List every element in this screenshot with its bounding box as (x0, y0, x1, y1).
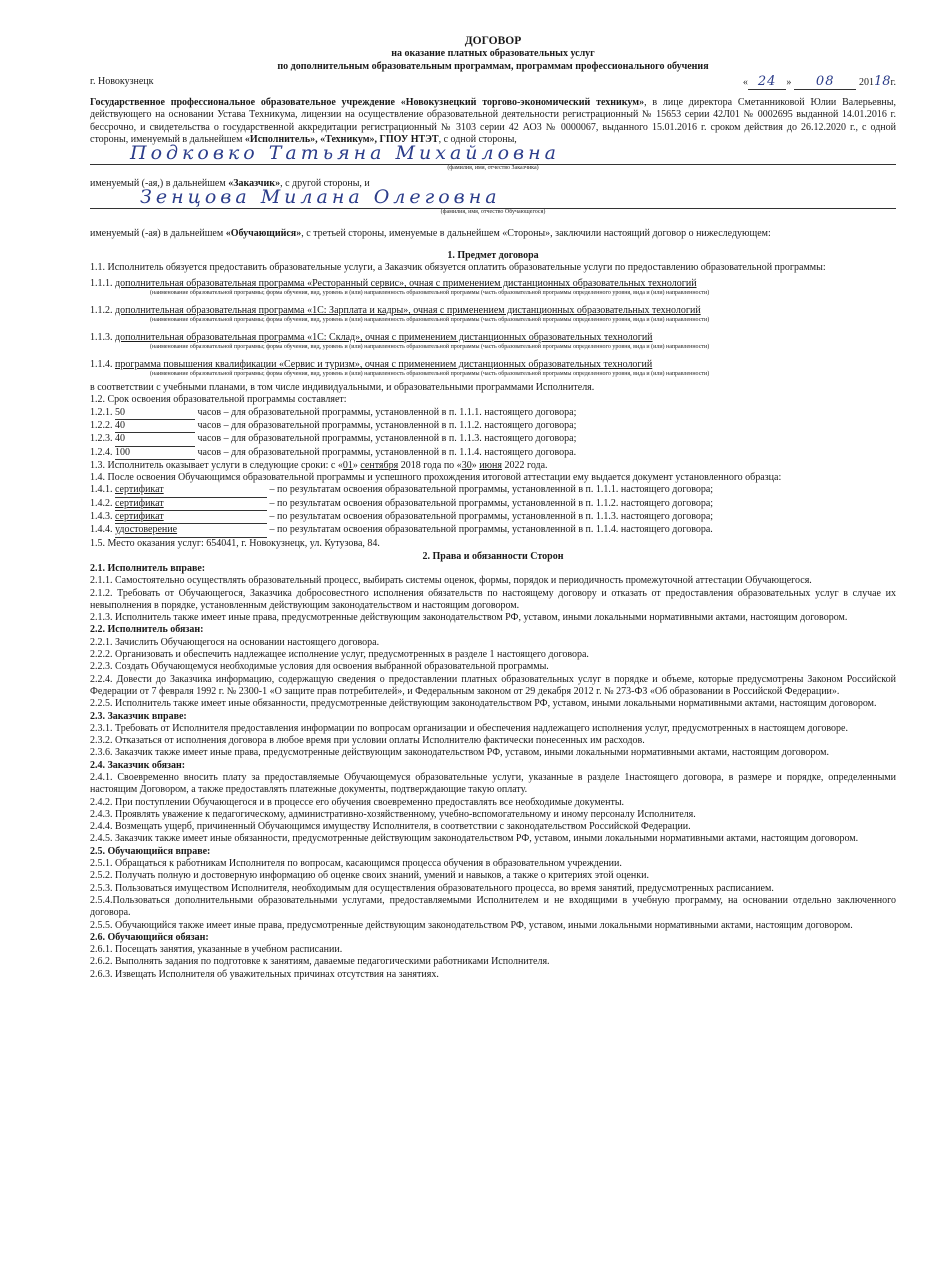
hours-num: 1.2.4. (90, 446, 113, 458)
accord-text: в соответствии с учебными планами, в том числе индивидуальными, и образовательными программами Исполнителя. (90, 382, 595, 394)
student-short: «Обучающийся» (225, 228, 302, 240)
date-prefix: 201 (858, 77, 874, 88)
hours-list (90, 407, 896, 460)
document-type: сертификат (115, 484, 267, 497)
clause-2-4-1: 2.4.1. Своевременно вносить плату за предоставляемые Обучающемуся образовательные услуги, указанные в разделе 1настоящего договора, в размере и порядке, определенными настоящим Договором, а также предоставлять платежные документы, подтверждающие такую оплату. (90, 771, 896, 796)
date-year: 18 (873, 74, 891, 89)
hours-item (90, 420, 896, 433)
student-name-field (90, 186, 896, 209)
clause-2-1-1: 2.1.1. Самостоятельно осуществлять образовательный процесс, выбирать системы оценок, формы, порядок и периодичность промежуточной аттестации Обучающегося. (90, 575, 812, 587)
hours-value: 50 (115, 407, 195, 420)
program-item (90, 332, 896, 351)
customer-caption: (фамилия, имя, отчество Заказчика) (447, 165, 539, 172)
document-num: 1.4.1. (90, 484, 113, 496)
document-type: удостоверение (115, 524, 267, 537)
document-text: – по результатам освоения образовательной программы, установленной в п. 1.1.1. настоящего договора; (269, 484, 714, 496)
clause-2-5-3: 2.5.3. Пользоваться имуществом Исполнителя, необходимым для осуществления образовательного процесса, во время занятий, предусмотренных расписанием. (90, 882, 774, 894)
student-caption: (фамилия, имя, отчество Обучающегося) (440, 209, 546, 216)
term-end-month: июня (479, 459, 502, 471)
hours-value: 40 (115, 420, 195, 433)
clause-2-3-6: 2.3.6. Заказчик также имеет иные права, предусмотренные действующим законодательством РФ, уставом, иными локальными нормативными актами, настоящим договором. (90, 747, 829, 759)
clause-1-4: 1.4. После освоения Обучающимся образовательной программы и успешного прохождения итоговой аттестации ему выдается документ установленного образца: (90, 472, 782, 484)
executor-name: Государственное профессиональное образовательное учреждение «Новокузнецкий торгово-экономический техникум» (90, 97, 645, 108)
hours-text: часов – для образовательной программы, установленной в п. 1.1.2. настоящего договора; (197, 419, 577, 431)
clause-2-3-1: 2.3.1. Требовать от Исполнителя предоставления информации по вопросам организации и обеспечения надлежащего исполнения услуг, предусмотренных в настоящем договоре. (90, 722, 848, 734)
city-date-row (90, 75, 896, 89)
document-text: – по результатам освоения образовательной программы, установленной в п. 1.1.3. настоящего договора; (269, 511, 714, 523)
documents-list (90, 484, 896, 537)
executor-details: , в лице директора Сметанниковой Юлии Валерьевны, действующего на основании Устава Техникума, лицензии на осуществление образовательной деятельности регистрационный № 15653 серии 42Л01 № 0002695 выданной 14.01.2016 г. бессрочно, и свидетельства о государственной аккредитации регистрационный № 3103 серии 42 АО3 № 0000067, выданного 15.01.2016 г. сроком действия до 26.12.2020 г., с одной стороны, именуемый в дальнейшем (90, 97, 896, 145)
clause-1-2: 1.2. Срок освоения образовательной программы составляет: (90, 394, 347, 406)
program-caption: (наименование образовательной программы; форма обучения, вид, уровень и (или) направленность образовательной программы (часть образовательной программы определенного уровня, вида и (или) направленности) (150, 290, 710, 297)
clause-1-3: 1.3. Исполнитель оказывает услуги в следующие сроки: с «01» сентября 2018 года по «30» июня 2022 года. (90, 459, 548, 471)
program-num: 1.1.4. (90, 359, 113, 371)
term-start-year: 2018 года по « (400, 459, 462, 471)
document-subtitle-2: по дополнительным образовательным программам, программам профессионального обучения (277, 60, 709, 72)
clause-2-3-2: 2.3.2. Отказаться от исполнения договора в любое время при условии оплаты Исполнителю фактически понесенных им расходов. (90, 735, 645, 747)
contract-date: « 24 » 08 20118г. (742, 74, 896, 89)
document-item (90, 511, 896, 524)
program-item (90, 278, 896, 297)
program-num: 1.1.2. (90, 305, 113, 317)
program-item (90, 359, 896, 378)
hours-text: часов – для образовательной программы, установленной в п. 1.1.1. настоящего договора; (197, 406, 577, 418)
customer-name-handwritten: Подковко Татьяна Михайловна (130, 142, 560, 165)
program-num: 1.1.3. (90, 332, 113, 344)
hours-num: 1.2.1. (90, 406, 113, 418)
program-caption: (наименование образовательной программы; форма обучения, вид, уровень и (или) направленность образовательной программы (часть образовательной программы определенного уровня, вида и (или) направленности) (150, 371, 710, 378)
section-1-title: 1. Предмет договора (447, 249, 539, 261)
student-name-handwritten: Зенцова Милана Олеговна (140, 186, 501, 209)
clause-2-2-2: 2.2.2. Организовать и обеспечить надлежащее исполнение услуг, предусмотренных в разделе 1 настоящего договора. (90, 649, 589, 661)
document-title: ДОГОВОР (464, 35, 522, 47)
student-line-post: , с третьей стороны, именуемые в дальнейшем «Стороны», заключили настоящий договор о нижеследующем: (301, 228, 771, 240)
document-subtitle-1: на оказание платных образовательных услуг (391, 48, 595, 59)
term-pre: 1.3. Исполнитель оказывает услуги в следующие сроки: с « (90, 459, 343, 471)
clause-2-1-2: 2.1.2. Требовать от Обучающегося, Заказчика добросовестного исполнения обязательств по настоящему договору и отказать от предоставления образовательных услуг в случае их невыполнения в порядке, установленным действующим законодательством и настоящим договором. (90, 587, 896, 611)
program-text: дополнительная образовательная программа «1С: Склад», очная с применением дистанционных образовательных технологий (115, 332, 653, 344)
clause-2-5-2: 2.5.2. Получать полную и достоверную информацию об оценке своих знаний, умений и навыков, а также о критериях этой оценки. (90, 870, 649, 882)
clause-2-5-5: 2.5.5. Обучающийся также имеет иные права, предусмотренные действующим законодательством РФ, уставом, иными локальными нормативными актами, настоящим договором. (90, 919, 853, 931)
clause-2-6-2: 2.6.2. Выполнять задания по подготовке к занятиям, даваемые педагогическими работниками Исполнителя. (90, 956, 550, 968)
document-item (90, 498, 896, 511)
hours-value: 100 (115, 447, 195, 460)
program-item (90, 305, 896, 324)
term-start-day: 01 (342, 459, 353, 471)
clause-2-5-1: 2.5.1. Обращаться к работникам Исполнителя по вопросам, касающимся процесса обучения в образовательном учреждении. (90, 858, 622, 870)
executor-end: , с одной стороны, (438, 133, 517, 145)
hours-num: 1.2.2. (90, 419, 113, 431)
clause-2-2-1: 2.2.1. Зачислить Обучающегося на основании настоящего договора. (90, 636, 380, 648)
executor-short: «Исполнитель», «Техникум», ГПОУ НТЭТ (244, 133, 439, 145)
clause-1-1: 1.1. Исполнитель обязуется предоставить образовательные услуги, а Заказчик обязуется оплатить образовательные услуги по предоставлению образовательной программы: (90, 261, 826, 273)
document-text: – по результатам освоения образовательной программы, установленной в п. 1.1.4. настоящего договора. (269, 524, 713, 536)
program-text: программа повышения квалификации «Сервис и туризм», очная с применением дистанционных образовательных технологий (115, 359, 653, 371)
heading-2-5: 2.5. Обучающийся вправе: (90, 845, 211, 857)
clause-1-5: 1.5. Место оказания услуг: 654041, г. Новокузнецк, ул. Кутузова, 84. (90, 537, 380, 549)
customer-short: «Заказчик» (228, 178, 281, 190)
term-end-year: 2022 года. (504, 459, 548, 471)
intro-executor (90, 97, 896, 146)
term-end-day: 30 (461, 459, 472, 471)
heading-2-2: 2.2. Исполнитель обязан: (90, 624, 204, 636)
hours-item (90, 433, 896, 446)
clause-2-4-4: 2.4.4. Возмещать ущерб, причиненный Обучающимся имуществу Исполнителя, в соответствии с законодательством Российской Федерации. (90, 821, 691, 833)
document-type: сертификат (115, 498, 267, 511)
clause-2-4-3: 2.4.3. Проявлять уважение к педагогическому, административно-хозяйственному, учебно-вспомогательному и иному персоналу Исполнителя. (90, 808, 696, 820)
clause-2-4-2: 2.4.2. При поступлении Обучающегося и в процессе его обучения своевременно предоставлять все необходимые документы. (90, 796, 625, 808)
heading-2-3: 2.3. Заказчик вправе: (90, 710, 187, 722)
hours-text: часов – для образовательной программы, установленной в п. 1.1.4. настоящего договора. (197, 446, 577, 458)
clause-2-4-5: 2.4.5. Заказчик также имеет иные обязанности, предусмотренные действующим законодательством РФ, уставом, иными локальными нормативными актами, настоящим договором. (90, 833, 859, 845)
clause-2-6-3: 2.6.3. Извещать Исполнителя об уважительных причинах отсутствия на занятиях. (90, 968, 439, 980)
heading-2-6: 2.6. Обучающийся обязан: (90, 931, 209, 943)
customer-line-post: , с другой стороны, и (280, 178, 370, 190)
customer-name-field (90, 142, 896, 165)
heading-2-4: 2.4. Заказчик обязан: (90, 759, 186, 771)
customer-line-pre: именуемый (-ая,) в дальнейшем (90, 178, 229, 190)
clause-2-1-3: 2.1.3. Исполнитель также имеет иные права, предусмотренные действующим законодательством РФ, уставом, иными локальными нормативными актами, настоящим договором. (90, 612, 848, 624)
intro-student (90, 228, 896, 240)
clause-2-6-1: 2.6.1. Посещать занятия, указанные в учебном расписании. (90, 944, 343, 956)
clause-2-2-4: 2.2.4. Довести до Заказчика информацию, содержащую сведения о предоставлении платных образовательных услуг в порядке и объеме, которые предусмотрены Законом Российской Федерации от 7 февраля 1992 г. № 2300-1 «О защите прав потребителей», и Федеральным законом от 29 декабря 2012 г. № 273-ФЗ «Об образовании в Российской Федерации». (90, 673, 896, 697)
date-suffix: г. (890, 77, 896, 88)
document-type: сертификат (115, 511, 267, 524)
contract-page (90, 34, 896, 981)
hours-item (90, 447, 896, 460)
document-num: 1.4.3. (90, 511, 113, 523)
date-day: 24 (748, 74, 787, 90)
clause-2-2-3: 2.2.3. Создать Обучающемуся необходимые условия для освоения выбранной образовательной программы. (90, 661, 549, 673)
document-text: – по результатам освоения образовательной программы, установленной в п. 1.1.2. настоящего договора; (269, 497, 714, 509)
heading-2-1: 2.1. Исполнитель вправе: (90, 562, 206, 574)
program-caption: (наименование образовательной программы; форма обучения, вид, уровень и (или) направленность образовательной программы (часть образовательной программы определенного уровня, вида и (или) направленности) (150, 344, 710, 351)
document-num: 1.4.4. (90, 524, 113, 536)
program-list (90, 278, 896, 378)
section-2-title: 2. Права и обязанности Сторон (422, 550, 564, 562)
program-text: дополнительная образовательная программа «1С: Зарплата и кадры», очная с применением дистанционных образовательных технологий (115, 305, 701, 317)
clause-2-5-4: 2.5.4.Пользоваться дополнительными образовательными услугами, предоставляемыми Исполнителем и не входящими в учебную программу, на основании отдельно заключенного договора. (90, 894, 896, 919)
document-item (90, 484, 896, 497)
hours-value: 40 (115, 433, 195, 446)
program-caption: (наименование образовательной программы; форма обучения, вид, уровень и (или) направленность образовательной программы (часть образовательной программы определенного уровня, вида и (или) направленности) (150, 317, 710, 324)
student-line-pre: именуемый (-ая) в дальнейшем (90, 228, 226, 240)
date-month: 08 (794, 74, 857, 90)
clause-2-2-5: 2.2.5. Исполнитель также имеет иные обязанности, предусмотренные действующим законодательством РФ, уставом, иными локальными нормативными актами, настоящим договором. (90, 698, 877, 710)
document-item (90, 524, 896, 537)
program-num: 1.1.1. (90, 278, 113, 290)
term-start-month: сентября (360, 459, 399, 471)
document-num: 1.4.2. (90, 497, 113, 509)
program-text: дополнительная образовательная программа «Ресторанный сервис», очная с применением дистанционных образовательных технологий (115, 278, 697, 290)
hours-num: 1.2.3. (90, 433, 113, 445)
hours-item (90, 407, 896, 420)
hours-text: часов – для образовательной программы, установленной в п. 1.1.3. настоящего договора; (197, 433, 577, 445)
city: г. Новокузнецк (90, 76, 154, 87)
